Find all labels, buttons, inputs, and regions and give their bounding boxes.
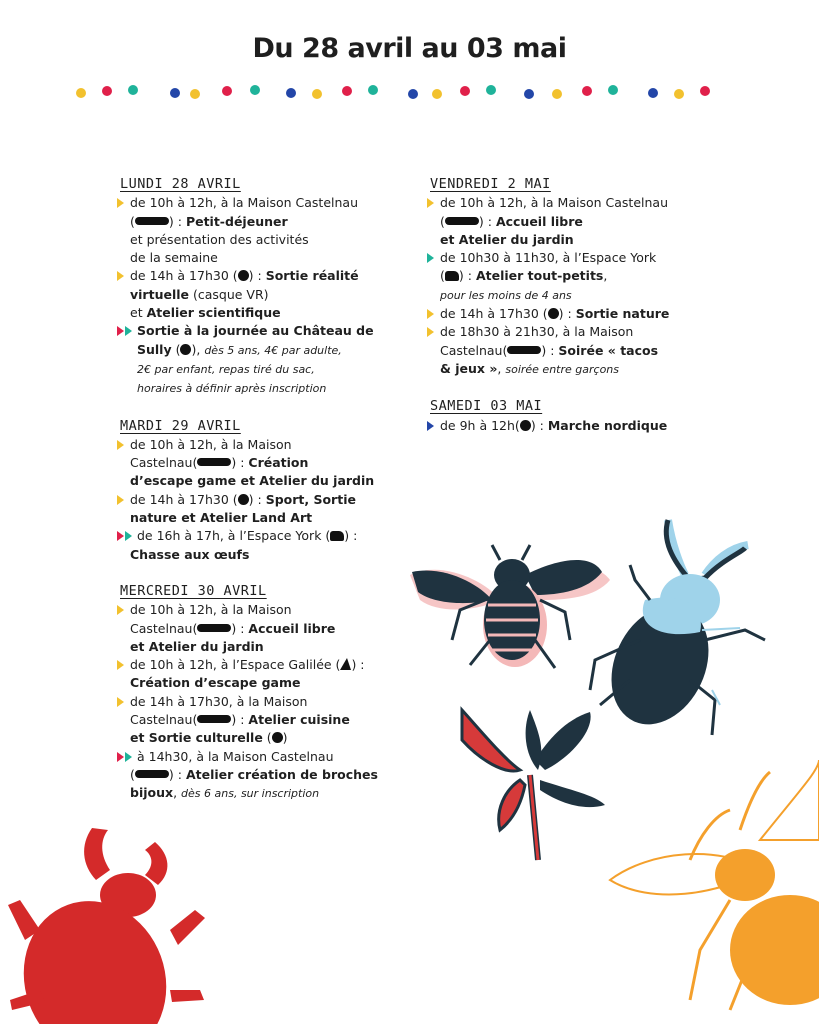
- confetti-dot: [342, 86, 352, 96]
- confetti-dot: [486, 85, 496, 95]
- van-icon: [507, 346, 541, 354]
- day-title: MERCREDI 30 AVRIL: [120, 582, 267, 599]
- activity-entry: de 10h30 à 11h30, à l’Espace York ( ) : Atelier tout-petits, pour les moins de 4 ans: [427, 249, 702, 305]
- van-icon: [135, 770, 169, 778]
- arrow-marker-icon: [117, 660, 125, 671]
- activity-entry: de 10h à 12h, à la Maison Castelnau ( ) : Accueil libre et Atelier du jardin: [427, 194, 702, 249]
- confetti-dot: [674, 89, 684, 99]
- beetle-illustration: [590, 520, 765, 740]
- schedule-left-column: [117, 175, 392, 804]
- red-beetle-illustration: [2, 828, 205, 1024]
- day-mardi: [117, 417, 392, 564]
- arrow-marker-icon: [117, 697, 125, 708]
- orange-bee-illustration: [610, 760, 819, 1010]
- arrow-marker-icon: [427, 198, 435, 209]
- confetti-dot: [76, 88, 86, 98]
- activity-entry: de 18h30 à 21h30, à la Maison Castelnau( ) : Soirée « tacos & jeux », soirée entre garçons: [427, 323, 702, 379]
- confetti-dot: [582, 86, 592, 96]
- double-arrow-marker-icon: [117, 326, 133, 337]
- day-mercredi: [117, 582, 392, 804]
- confetti-dot: [608, 85, 618, 95]
- activity-entry: de 14h à 17h30 ( ) : Sport, Sortie nature et Atelier Land Art: [117, 491, 392, 528]
- confetti-dot: [524, 89, 534, 99]
- confetti-dot: [190, 89, 200, 99]
- double-arrow-marker-icon: [117, 752, 133, 763]
- bus-icon: [445, 271, 459, 281]
- double-arrow-marker-icon: [117, 531, 133, 542]
- confetti-dot: [552, 89, 562, 99]
- arrow-marker-icon: [427, 253, 435, 264]
- arrow-marker-icon: [117, 605, 125, 616]
- day-title: VENDREDI 2 MAI: [430, 176, 551, 192]
- day-lundi: [117, 175, 392, 399]
- confetti-dot: [170, 88, 180, 98]
- confetti-dot: [128, 85, 138, 95]
- dot-icon: [272, 732, 283, 743]
- page-title: Du 28 avril au 03 mai: [252, 33, 567, 64]
- dot-icon: [238, 270, 249, 281]
- day-title: MARDI 29 AVRIL: [120, 417, 241, 434]
- arrow-marker-icon: [117, 271, 125, 282]
- van-icon: [197, 715, 231, 723]
- activity-entry: de 14h à 17h30, à la Maison Castelnau( ) : Atelier cuisine et Sortie culturelle ( ): [117, 693, 392, 748]
- confetti-divider: [76, 84, 716, 100]
- confetti-dot: [102, 86, 112, 96]
- activity-entry: à 14h30, à la Maison Castelnau ( ) : Atelier création de broches bijoux, dès 6 ans, sur inscription: [117, 748, 392, 804]
- van-icon: [197, 458, 231, 466]
- activity-entry: de 10h à 12h, à la Maison Castelnau( ) : Accueil libre et Atelier du jardin: [117, 601, 392, 656]
- day-title: SAMEDI 03 MAI: [430, 398, 543, 415]
- activity-entry: Sortie à la journée au Château de Sully ( ), dès 5 ans, 4€ par adulte, 2€ par enfant, repas tiré du sac, horaires à définir après inscription: [117, 322, 392, 398]
- tent-icon: [340, 658, 351, 670]
- arrow-marker-icon: [427, 421, 435, 432]
- van-icon: [445, 217, 479, 225]
- day-title: LUNDI 28 AVRIL: [120, 176, 241, 192]
- activity-entry: de 14h à 17h30 ( ) : Sortie nature: [427, 305, 702, 323]
- dot-icon: [520, 420, 531, 431]
- van-icon: [197, 624, 231, 632]
- dragonfly-illustration: [462, 710, 605, 860]
- confetti-dot: [250, 85, 260, 95]
- dot-icon: [238, 494, 249, 505]
- schedule-right-column: [427, 175, 702, 435]
- activity-entry: de 14h à 17h30 ( ) : Sortie réalité virtuelle (casque VR) et Atelier scientifique: [117, 267, 392, 322]
- dot-icon: [548, 308, 559, 319]
- confetti-dot: [368, 85, 378, 95]
- arrow-marker-icon: [427, 309, 435, 320]
- day-samedi: [427, 397, 702, 435]
- arrow-marker-icon: [117, 440, 125, 451]
- dot-icon: [180, 344, 191, 355]
- confetti-dot: [432, 89, 442, 99]
- activity-entry: de 9h à 12h( ) : Marche nordique: [427, 417, 702, 435]
- day-vendredi: [427, 175, 702, 379]
- arrow-marker-icon: [427, 327, 435, 338]
- confetti-dot: [222, 86, 232, 96]
- activity-entry: de 10h à 12h, à la Maison Castelnau( ) : Création d’escape game et Atelier du jardin: [117, 436, 392, 491]
- activity-entry: de 10h à 12h, à l’Espace Galilée ( ) : Création d’escape game: [117, 656, 392, 693]
- bus-icon: [330, 531, 344, 541]
- confetti-dot: [408, 89, 418, 99]
- confetti-dot: [700, 86, 710, 96]
- confetti-dot: [286, 88, 296, 98]
- activity-entry: de 10h à 12h, à la Maison Castelnau ( ) : Petit-déjeuner et présentation des activités de la semaine: [117, 194, 392, 267]
- bee-illustration: [410, 545, 610, 668]
- activity-entry: de 16h à 17h, à l’Espace York ( ) : Chasse aux œufs: [117, 527, 392, 564]
- arrow-marker-icon: [117, 198, 125, 209]
- confetti-dot: [648, 88, 658, 98]
- van-icon: [135, 217, 169, 225]
- arrow-marker-icon: [117, 495, 125, 506]
- confetti-dot: [312, 89, 322, 99]
- confetti-dot: [460, 86, 470, 96]
